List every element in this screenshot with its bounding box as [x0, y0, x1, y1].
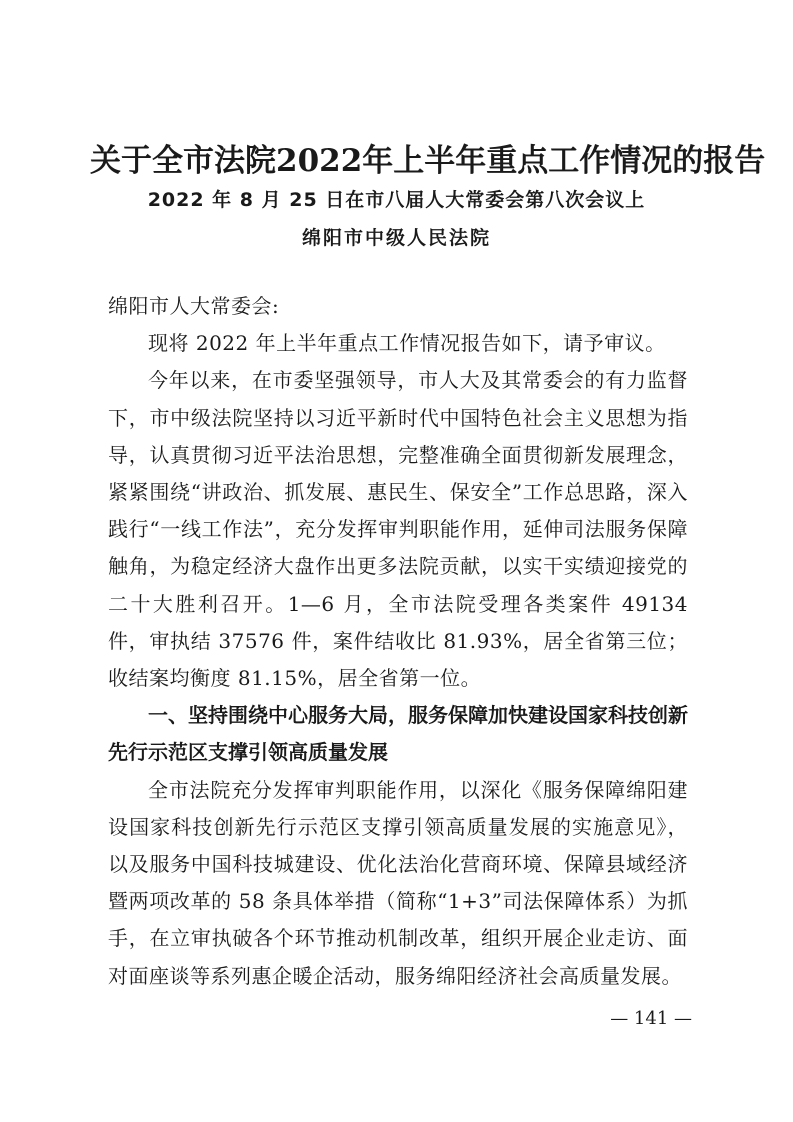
paragraph-overview: 今年以来，在市委坚强领导，市人大及其常委会的有力监督下，市中级法院坚持以习近平新时代中国特色社会主义思想为指导，认真贯彻习近平法治思想，完整准确全面贯彻新发展理念，紧紧围绕“讲政治、抓发展、惠民生、保安全”工作总思路，深入践行“一线工作法”，充分发挥审判职能作用，延伸司法服务保障触角，为稳定经济大盘作出更多法院贡献，以实干实绩迎接党的二十大胜利召开。1—6 月，全市法院受理各类案件 49134 件，审执结 37576 件，案件结收比 81.93%，居全省第三位；收结案均衡度 81.15%，居全省第一位。	[108, 368, 688, 691]
salutation: 绵阳市人大常委会:	[108, 294, 280, 318]
report-body	[108, 288, 688, 995]
section-heading-1: 一、坚持围绕中心服务大局，服务保障加快建设国家科技创新先行示范区支撑引领高质量发展	[108, 703, 688, 765]
page-number: — 141 —	[610, 1008, 692, 1029]
report-subtitle-meeting: 2022 年 8 月 25 日在市八届人大常委会第八次会议上	[147, 189, 646, 211]
report-subtitle-issuer: 绵阳市中级人民法院	[301, 227, 491, 249]
report-title: 关于全市法院2022年上半年重点工作情况的报告	[90, 143, 766, 179]
section-1-paragraph: 全市法院充分发挥审判职能作用，以深化《服务保障绵阳建设国家科技创新先行示范区支撑引领高质量发展的实施意见》，以及服务中国科技城建设、优化法治化营商环境、保障县域经济暨两项改革的 58 条具体举措（简称“1+3”司法保障体系）为抓手，在立审执破各个环节推动机制改革，组织开展企业走访、面对面座谈等系列惠企暖企活动，服务绵阳经济社会高质量发展。	[108, 777, 688, 988]
paragraph-intro: 现将 2022 年上半年重点工作情况报告如下，请予审议。	[148, 331, 666, 356]
